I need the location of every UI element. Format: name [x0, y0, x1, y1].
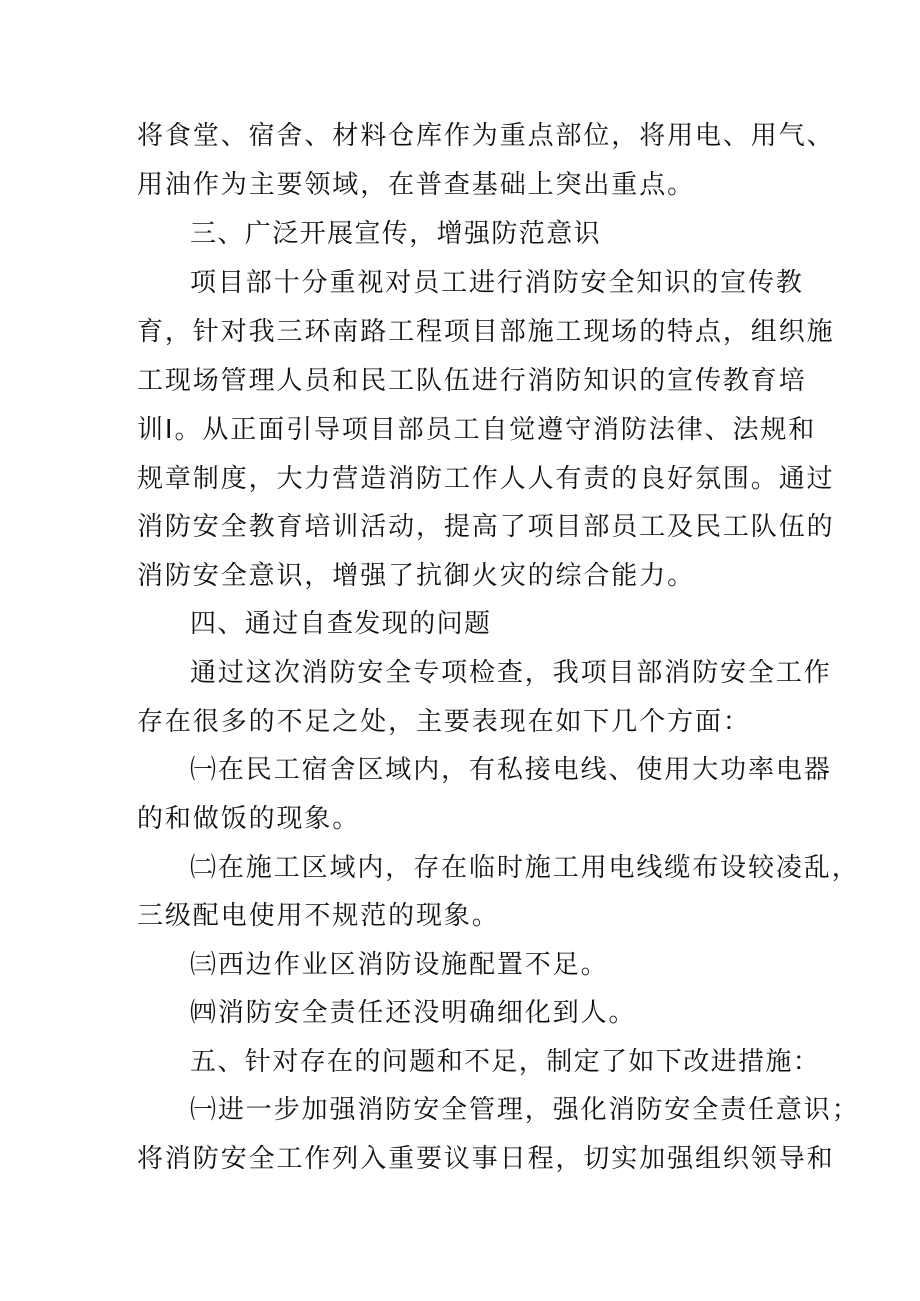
- body-text-line: 将食堂、宿舍、材料仓库作为重点部位，将用电、用气、: [137, 121, 835, 151]
- list-item-1: ㈠在民工宿舍区域内，有私接电线、使用大功率电器: [190, 755, 832, 785]
- body-text-line: 工现场管理人员和民工队伍进行消防知识的宣传教育培: [137, 366, 807, 396]
- section-heading-5: 五、针对存在的问题和不足，制定了如下改进措施：: [190, 1047, 821, 1077]
- list-item-4: ㈣消防安全责任还没明确细化到人。: [190, 998, 637, 1028]
- body-text-line: 育，针对我三环南路工程项目部施工现场的特点，组织施: [137, 317, 835, 347]
- body-text-line: 用油作为主要领域，在普查基础上突出重点。: [137, 170, 696, 200]
- section-heading-3: 三、广泛开展宣传，增强防范意识: [190, 219, 602, 249]
- body-text-line: 将消防安全工作列入重要议事日程，切实加强组织领导和: [137, 1144, 835, 1174]
- body-text-line: 规章制度，大力营造消防工作人人有责的良好氛围。通过: [137, 464, 835, 494]
- list-item-2: ㈡在施工区域内，存在临时施工用电线缆布设较凌乱，: [190, 853, 860, 883]
- list-item-3: ㈢西边作业区消防设施配置不足。: [190, 950, 609, 980]
- body-text-line: 训I。从正面引导项目部员工自觉遵守消防法律、法规和: [137, 415, 817, 445]
- body-text-line: 的和做饭的现象。: [137, 804, 361, 834]
- body-text-line: 消防安全教育培训活动，提高了项目部员工及民工队伍的: [137, 512, 835, 542]
- list-item-1: ㈠进一步加强消防安全管理，强化消防安全责任意识；: [190, 1095, 860, 1125]
- paragraph-first-line: 通过这次消防安全专项检查，我项目部消防安全工作: [190, 658, 832, 688]
- paragraph-first-line: 项目部十分重视对员工进行消防安全知识的宣传教: [190, 268, 804, 298]
- body-text-line: 存在很多的不足之处，主要表现在如下几个方面：: [137, 707, 751, 737]
- section-heading-4: 四、通过自查发现的问题: [190, 609, 492, 639]
- body-text-line: 三级配电使用不规范的现象。: [137, 901, 500, 931]
- body-text-line: 消防安全意识，增强了抗御火灾的综合能力。: [137, 561, 696, 591]
